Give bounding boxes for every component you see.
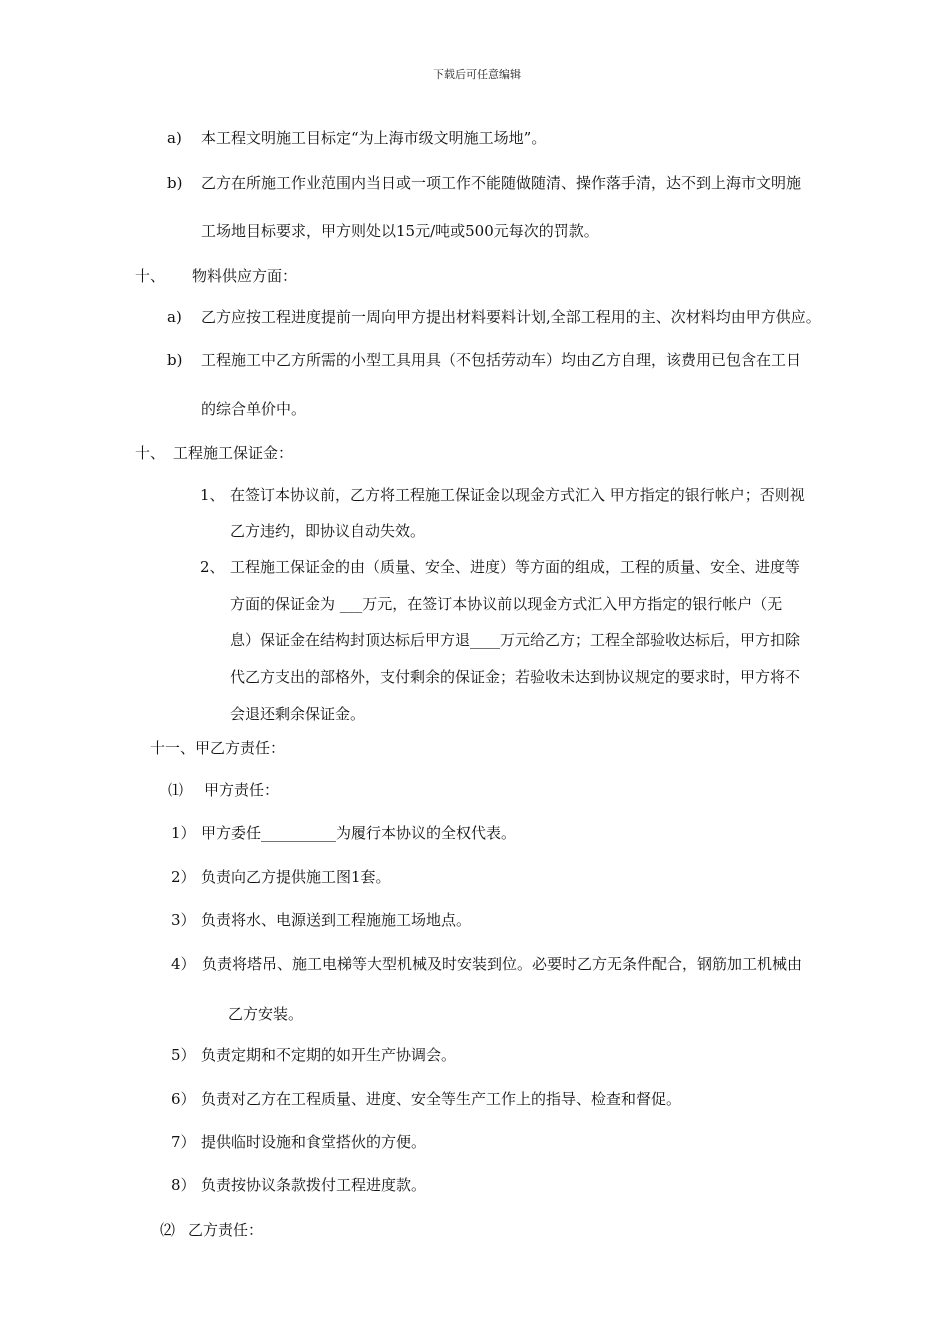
continuation-line: 息）保证金在结构封顶达标后甲方退____万元给乙方；工程全部验收达标后，甲方扣除 [230, 631, 801, 649]
item-marker: 3） [171, 911, 196, 929]
list-item [167, 173, 801, 193]
item-text: 负责对乙方在工程质量、进度、安全等生产工作上的指导、检查和督促。 [201, 1090, 682, 1108]
sub-heading [168, 780, 279, 800]
list-item [167, 128, 546, 148]
item-text: 乙方责任： [188, 1221, 264, 1239]
item-text: 负责将塔吊、施工电梯等大型机械及时安装到位。必要时乙方无条件配合，钢筋加工机械由 [202, 955, 803, 973]
page-header: 下载后可任意编辑 [433, 68, 521, 81]
item-marker: a) [167, 308, 182, 326]
sub-heading [160, 1220, 263, 1240]
continuation-line: 方面的保证金为 ___万元，在签订本协议前以现金方式汇入甲方指定的银行帐户（无 [230, 595, 783, 613]
section-marker: 十、 [135, 444, 166, 462]
item-text: 负责将水、电源送到工程施施工场地点。 [201, 911, 472, 929]
item-text: 工程施工保证金的由（质量、安全、进度）等方面的组成，工程的质量、安全、进度等 [230, 558, 801, 576]
item-text: 负责按协议条款拨付工程进度款。 [201, 1176, 427, 1194]
continuation-line: 工场地目标要求，甲方则处以15元/吨或500元每次的罚款。 [201, 222, 599, 240]
list-item [167, 307, 821, 327]
item-marker: ⑴ [168, 781, 184, 799]
continuation-line: 的综合单价中。 [201, 400, 307, 418]
item-marker: 5） [171, 1046, 196, 1064]
list-item [171, 1175, 426, 1195]
item-marker: 7） [171, 1133, 196, 1151]
list-item [171, 954, 802, 974]
item-text: 乙方应按工程进度提前一周向甲方提出材料要料计划,全部工程用的主、次材料均由甲方供应。 [201, 308, 821, 326]
section-title: 工程施工保证金： [173, 444, 294, 462]
list-item [171, 867, 391, 887]
item-marker: 4） [171, 955, 196, 973]
list-item [200, 557, 800, 577]
item-text: 负责定期和不定期的如开生产协调会。 [201, 1046, 457, 1064]
list-item [171, 1045, 456, 1065]
list-item [171, 1132, 426, 1152]
item-marker: 8） [171, 1176, 196, 1194]
item-marker: 2、 [200, 558, 225, 576]
item-text: 本工程文明施工目标定“为上海市级文明施工场地”。 [201, 129, 547, 147]
continuation-line: 乙方安装。 [228, 1005, 304, 1023]
item-marker: b) [167, 174, 183, 192]
item-marker: ⑵ [160, 1221, 176, 1239]
continuation-line: 乙方违约，即协议自动失效。 [230, 522, 426, 540]
continuation-line: 会退还剩余保证金。 [230, 705, 366, 723]
continuation-line: 代乙方支出的部格外，支付剩余的保证金；若验收未达到协议规定的要求时，甲方将不 [230, 668, 801, 686]
list-item [171, 823, 516, 843]
list-item [200, 485, 805, 505]
item-marker: 1、 [200, 486, 225, 504]
item-marker: b) [167, 351, 183, 369]
section-heading [135, 443, 293, 463]
section-heading [135, 266, 297, 286]
section-heading: 十一、甲乙方责任： [150, 739, 286, 757]
item-text: 甲方委任__________为履行本协议的全权代表。 [201, 824, 517, 842]
item-text: 甲方责任： [204, 781, 280, 799]
section-title: 物料供应方面： [192, 267, 298, 285]
list-item [167, 350, 801, 370]
item-text: 乙方在所施工作业范围内当日或一项工作不能随做随清、操作落手清，达不到上海市文明施 [201, 174, 802, 192]
item-marker: 2） [171, 868, 196, 886]
item-text: 负责向乙方提供施工图1套。 [201, 868, 391, 886]
item-text: 提供临时设施和食堂搭伙的方便。 [201, 1133, 427, 1151]
item-text: 在签订本协议前，乙方将工程施工保证金以现金方式汇入 甲方指定的银行帐户；否则视 [230, 486, 805, 504]
list-item [171, 910, 471, 930]
item-marker: 6） [171, 1090, 196, 1108]
item-text: 工程施工中乙方所需的小型工具用具（不包括劳动车）均由乙方自理，该费用已包含在工日 [201, 351, 802, 369]
section-marker: 十、 [135, 267, 166, 285]
list-item [171, 1089, 681, 1109]
item-marker: 1） [171, 824, 196, 842]
item-marker: a) [167, 129, 182, 147]
